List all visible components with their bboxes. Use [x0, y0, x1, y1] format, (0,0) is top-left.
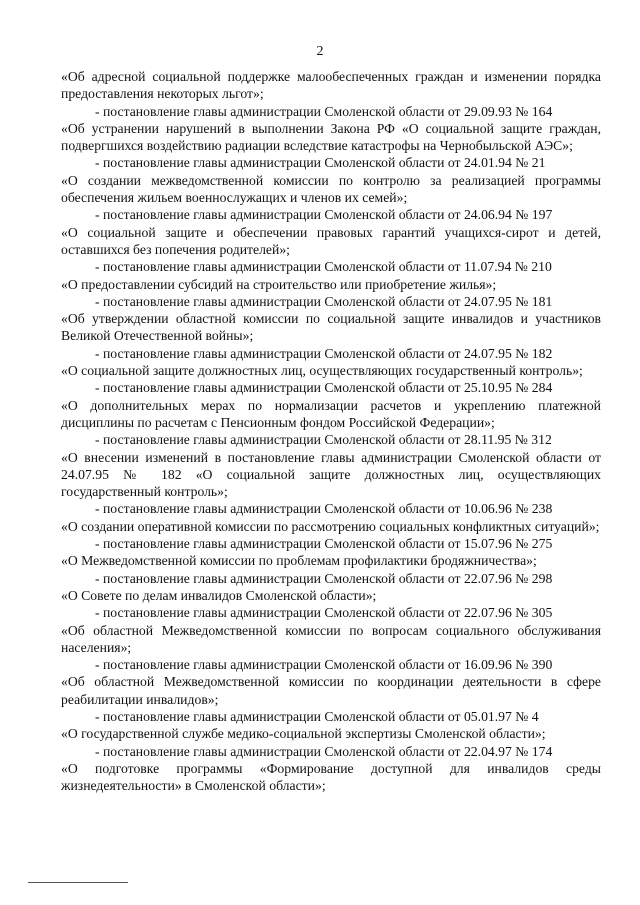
decree-title: «О предоставлении субсидий на строительство или приобретение жилья»;: [61, 276, 497, 292]
decree-title: «О социальной защите должностных лиц, осуществляющих государственный контроль»;: [61, 363, 583, 379]
decree-reference: - постановление главы администрации Смоленской области от 24.01.94 № 21: [95, 155, 546, 171]
decree-reference: - постановление главы администрации Смоленской области от 28.11.95 № 312: [95, 432, 552, 448]
footer-rule: [28, 882, 128, 883]
decree-reference: - постановление главы администрации Смоленской области от 25.10.95 № 284: [95, 380, 553, 396]
decree-reference: - постановление главы администрации Смоленской области от 10.06.96 № 238: [95, 501, 553, 517]
page-number: 2: [316, 44, 324, 59]
decree-title: «О подготовке программы «Формирование доступной для инвалидов среды жизнедеятельности» в Смоленской области»;: [61, 760, 601, 794]
decree-title: «О дополнительных мерах по нормализации расчетов и укреплению платежной дисциплины по расчетам с Пенсионным фондом Российской Федерации»;: [61, 397, 601, 430]
decree-title: «О Межведомственной комиссии по проблемам профилактики бродяжничества»;: [61, 553, 537, 569]
decree-title: «О создании оперативной комиссии по рассмотрению социальных конфликтных ситуаций»;: [61, 518, 600, 534]
decree-title: «Об адресной социальной поддержке малообеспеченных граждан и изменении порядка предоставления некоторых льгот»;: [61, 69, 601, 102]
decree-reference: - постановление главы администрации Смоленской области от 24.06.94 № 197: [95, 207, 553, 223]
decree-title: «О создании межведомственной комиссии по контролю за реализацией программы обеспечения жильем военнослужащих и членов их семей»;: [61, 172, 601, 206]
decree-title: «Об областной Межведомственной комиссии по вопросам социального обслуживания населения»;: [61, 622, 601, 655]
decree-title: «Об устранении нарушений в выполнении Закона РФ «О социальной защите граждан, подвергшихся воздействию радиации вследствие катастрофы на Чернобыльской АЭС»;: [61, 120, 601, 154]
decree-reference: - постановление главы администрации Смоленской области от 24.07.95 № 181: [95, 293, 553, 309]
decree-reference: - постановление главы администрации Смоленской области от 11.07.94 № 210: [95, 259, 552, 275]
decree-title: «О Совете по делам инвалидов Смоленской области»;: [61, 587, 377, 603]
decree-reference: - постановление главы администрации Смоленской области от 16.09.96 № 390: [95, 657, 553, 673]
decree-reference: - постановление главы администрации Смоленской области от 05.01.97 № 4: [95, 708, 539, 724]
decree-title: «Об утверждении областной комиссии по социальной защите инвалидов и участников Великой Отечественной войны»;: [61, 311, 601, 344]
decree-title: «О внесении изменений в постановление главы администрации Смоленской области от 24.07.95 № 182 «О социальной защите должностных лиц, осуществляющих государственный контроль»;: [61, 449, 601, 500]
decree-title: «О государственной службе медико-социальной экспертизы Смоленской области»;: [61, 726, 546, 742]
decree-title: «О социальной защите и обеспечении правовых гарантий учащихся-сирот и детей, оставшихся без попечения родителей»;: [61, 224, 601, 257]
decree-reference: - постановление главы администрации Смоленской области от 22.07.96 № 305: [95, 605, 553, 621]
decree-reference: - постановление главы администрации Смоленской области от 29.09.93 № 164: [95, 103, 553, 119]
decree-reference: - постановление главы администрации Смоленской области от 15.07.96 № 275: [95, 536, 553, 552]
decree-reference: - постановление главы администрации Смоленской области от 22.04.97 № 174: [95, 743, 553, 759]
decree-reference: - постановление главы администрации Смоленской области от 24.07.95 № 182: [95, 345, 553, 361]
document-body: [61, 68, 601, 794]
decree-title: «Об областной Межведомственной комиссии по координации деятельности в сфере реабилитации инвалидов»;: [61, 674, 601, 707]
decree-reference: - постановление главы администрации Смоленской области от 22.07.96 № 298: [95, 570, 553, 586]
